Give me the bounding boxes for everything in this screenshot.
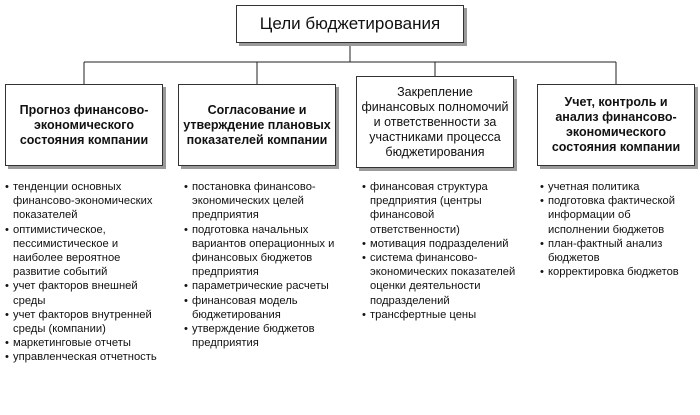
goal-heading-approval: Согласование и утверждение плановых показателей компании — [178, 84, 336, 166]
list-item: • система финансово-экономических показателей оценки деятельности подразделений — [362, 251, 522, 308]
list-item: • учет факторов внутренней среды (компании) — [5, 308, 167, 336]
list-item: • подготовка начальных вариантов операционных и финансовых бюджетов предприятия — [184, 223, 344, 280]
list-item: • оптимистическое, пессимистическое и наиболее вероятное развитие событий — [5, 223, 167, 280]
list-item: • параметрические расчеты — [184, 279, 344, 293]
list-item: • финансовая структура предприятия (центры финансовой ответственности) — [362, 180, 522, 237]
list-item: • учет факторов внешней среды — [5, 279, 167, 307]
goal-heading-control: Учет, контроль и анализ финансово-экономического состояния компании — [537, 84, 695, 166]
list-item: • корректировка бюджетов — [540, 265, 695, 279]
list-item: • тенденции основных финансово-экономических показателей — [5, 180, 167, 223]
list-item: • маркетинговые отчеты — [5, 336, 167, 350]
goal-items-control — [540, 180, 695, 279]
list-item: • подготовка фактической информации об исполнении бюджетов — [540, 194, 695, 237]
list-item: • учетная политика — [540, 180, 695, 194]
list-item: • финансовая модель бюджетирования — [184, 294, 344, 322]
diagram-title: Цели бюджетирования — [236, 5, 464, 43]
goal-heading-forecast: Прогноз финансово-экономического состояния компании — [5, 84, 163, 166]
goal-items-approval — [184, 180, 344, 350]
goal-heading-responsibility: Закрепление финансовых полномочий и ответственности за участниками процесса бюджетирования — [356, 76, 514, 168]
list-item: • постановка финансово-экономических целей предприятия — [184, 180, 344, 223]
list-item: • управленческая отчетность — [5, 350, 167, 364]
list-item: • трансфертные цены — [362, 308, 522, 322]
goal-items-responsibility — [362, 180, 522, 322]
list-item: • план-фактный анализ бюджетов — [540, 237, 695, 265]
list-item: • мотивация подразделений — [362, 237, 522, 251]
list-item: • утверждение бюджетов предприятия — [184, 322, 344, 350]
goal-items-forecast — [5, 180, 167, 365]
